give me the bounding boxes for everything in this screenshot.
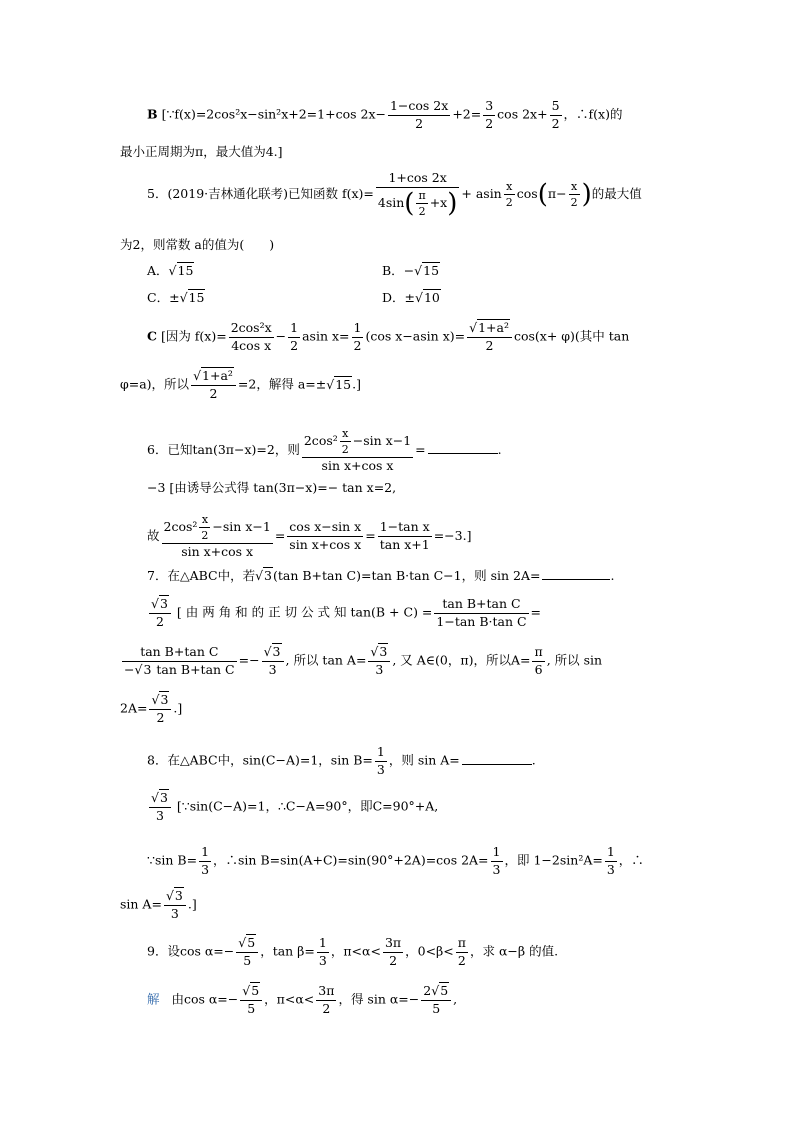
denominator: 2: [570, 195, 578, 209]
answer8-line3: [120, 890, 197, 920]
denominator: [376, 188, 460, 217]
text: ，得 sin α=−: [338, 991, 420, 1007]
text: −: [403, 263, 415, 278]
fraction: [421, 985, 451, 1015]
numerator: [162, 514, 273, 544]
text: 5．(2019·吉林通化联考)已知函数 f(x)=: [147, 185, 374, 201]
radicand: 3: [159, 790, 168, 805]
text: ，0<β<: [405, 943, 454, 959]
sqrt: √15: [168, 263, 194, 278]
paren: (: [537, 179, 548, 210]
text: asin x=: [302, 328, 350, 344]
denominator: 3: [268, 661, 277, 677]
numerator: [149, 792, 171, 808]
sqrt: √15: [179, 290, 205, 305]
fraction: [388, 100, 450, 130]
q6-line: [147, 428, 502, 473]
numerator: tan B+tan C: [122, 646, 237, 662]
answer4-line2: 最小正周期为π，最大值为4.]: [120, 144, 283, 159]
fraction: [316, 985, 336, 1015]
fraction: [302, 428, 413, 473]
answer7-line2: [120, 646, 602, 676]
answer-blank[interactable]: [542, 579, 610, 580]
radicand: 1+a²: [478, 320, 509, 335]
text: 6．已知tan(3π−x)=2，则: [147, 441, 300, 457]
answer7-line1: [147, 598, 541, 628]
text: −: [275, 328, 287, 344]
fraction: [605, 846, 617, 876]
radicand: 1+a²: [202, 368, 233, 383]
numerator: 1+cos 2x: [376, 172, 460, 188]
denominator: 2: [457, 952, 466, 968]
numerator: 1: [491, 846, 503, 862]
solution9-line: [147, 985, 457, 1015]
answer4-line1: [147, 100, 622, 130]
q5-option-a: [147, 265, 194, 278]
text: cos 2x+: [497, 106, 548, 122]
q5-line1: [147, 172, 642, 217]
answer6-line2: [147, 514, 471, 559]
fraction: [340, 428, 351, 455]
option-label: D．: [382, 290, 405, 305]
sqrt: √3: [165, 888, 183, 903]
fraction: [550, 100, 562, 130]
text: −sin x−1: [352, 433, 412, 448]
text: −sin x−1: [212, 519, 271, 534]
sqrt: √3: [151, 692, 169, 707]
numerator: [236, 937, 258, 953]
numerator: tan B+tan C: [434, 598, 528, 614]
fraction: [504, 181, 515, 208]
denominator: sin x+cos x: [321, 458, 394, 473]
sqrt: √1+a²: [193, 368, 233, 383]
radicand: 15: [423, 263, 440, 278]
fraction: [368, 646, 390, 676]
fraction: [317, 937, 329, 967]
text: [因为 f(x)=: [160, 328, 227, 344]
fraction: [236, 937, 258, 967]
text: [∵sin(C−A)=1，∴C−A=90°，即C=90°+A,: [176, 798, 439, 814]
denominator: 2: [155, 613, 164, 629]
denominator: 3: [606, 861, 615, 877]
fraction: [434, 598, 528, 628]
fraction: [149, 694, 171, 724]
text: ±: [404, 290, 416, 305]
sqrt: √5: [238, 935, 256, 950]
numerator: x: [340, 428, 351, 442]
text: [ 由 两 角 和 的 正 切 公 式 知 tan(B + C) =: [176, 604, 433, 620]
fraction: [229, 322, 274, 352]
denominator: 2: [341, 443, 349, 456]
text: 9．设cos α=−: [147, 943, 235, 959]
text: (cos x−asin x)=: [365, 328, 466, 344]
text: ，∴f(x)的: [563, 106, 623, 122]
denominator: 3: [376, 761, 385, 777]
answer-blank[interactable]: [462, 764, 532, 765]
denominator: 4cos x: [231, 337, 272, 353]
fraction: [532, 646, 544, 676]
text: =: [274, 527, 286, 543]
text: π−: [547, 185, 567, 201]
text: 4sin: [377, 194, 405, 210]
text: 7．在△ABC中，若: [147, 568, 256, 583]
text: ±: [169, 290, 180, 305]
denominator: 2: [353, 337, 362, 353]
answer6-line1: −3 [由诱导公式得 tan(3π−x)=− tan x=2,: [147, 480, 397, 495]
denominator: 6: [534, 661, 543, 677]
text: =: [530, 604, 542, 620]
text: .]: [352, 376, 361, 392]
denominator: 3: [492, 861, 501, 877]
radicand: 3: [264, 568, 272, 583]
denominator: 3: [375, 661, 384, 677]
text: 8．在△ABC中，sin(C−A)=1，sin B=: [147, 752, 373, 768]
text: 2cos²: [303, 433, 338, 448]
text: , 所以 sin: [546, 652, 603, 668]
paren: ): [447, 188, 458, 218]
fraction: [240, 985, 262, 1015]
q5-option-c: [147, 292, 205, 305]
numerator: 1: [317, 937, 329, 953]
text: =−: [238, 652, 260, 668]
denominator: 5: [247, 1000, 256, 1016]
text: .: [497, 441, 502, 457]
denominator: 2: [418, 204, 426, 218]
numerator: π: [532, 646, 544, 662]
denominator: 2: [156, 709, 165, 725]
fraction: [149, 792, 171, 822]
q9-line: [147, 937, 558, 967]
fraction: [122, 646, 237, 676]
fraction: [416, 190, 427, 217]
fraction: [199, 846, 211, 876]
text: tan B+tan C: [156, 661, 235, 677]
numerator: π: [456, 937, 468, 953]
text: cos(x+ φ)(其中 tan: [513, 328, 630, 344]
sqrt: √3: [370, 644, 388, 659]
text: +x: [429, 194, 448, 210]
sqrt: √10: [415, 290, 440, 305]
sqrt: √5: [242, 983, 260, 998]
denominator: 3: [201, 861, 210, 877]
denominator: sin x+cos x: [181, 544, 254, 559]
denominator: tan x+1: [379, 536, 430, 552]
fraction: [288, 322, 300, 352]
q8-line: [147, 746, 536, 776]
numerator: 1: [375, 746, 387, 762]
answer-label: C: [147, 328, 157, 344]
text: ，∴: [618, 852, 644, 868]
fraction: [262, 646, 284, 676]
text: =: [365, 527, 376, 543]
numerator: 1: [199, 846, 211, 862]
answer5-line2: [120, 370, 361, 400]
fraction: [483, 100, 495, 130]
text: ，π<α<: [264, 991, 315, 1007]
denominator: 3: [318, 952, 327, 968]
sqrt: √5: [431, 983, 449, 998]
denominator: 2: [290, 337, 299, 353]
fraction: [199, 514, 210, 541]
fraction: [375, 746, 387, 776]
denominator: 2: [485, 115, 494, 131]
text: 由cos α=−: [171, 991, 239, 1007]
q5-line2: 为2，则常数 a的值为( ): [120, 237, 275, 252]
sqrt: √15: [414, 263, 440, 278]
sqrt: √3: [134, 661, 152, 677]
radicand: 15: [188, 290, 205, 305]
numerator: 3: [483, 100, 495, 116]
option-label: C．: [147, 290, 170, 305]
numerator: [467, 322, 512, 338]
denominator: 3: [170, 905, 179, 921]
text: , 又 A∈(0，π)，所以A=: [392, 652, 531, 668]
numerator: 1−tan x: [378, 521, 432, 537]
sqrt: √3: [151, 596, 168, 611]
numerator: x: [199, 514, 210, 528]
denominator: 1−tan B·tan C: [436, 613, 527, 629]
text: 2: [423, 983, 432, 998]
fraction: [378, 521, 432, 551]
sqrt: √3: [263, 644, 281, 659]
radicand: 5: [247, 935, 256, 950]
fraction: [149, 598, 171, 628]
denominator: 5: [243, 952, 252, 968]
answer5-line1: [147, 322, 629, 352]
numerator: [302, 428, 413, 458]
numerator: 1−cos 2x: [388, 100, 450, 116]
text: cos: [516, 185, 538, 201]
numerator: 1: [605, 846, 617, 862]
numerator: x: [504, 181, 515, 195]
text: 的最大值: [591, 185, 642, 201]
numerator: 3π: [316, 985, 336, 1001]
denominator: 2: [209, 385, 218, 401]
text: 故: [147, 527, 160, 543]
paren: ): [581, 179, 592, 210]
text: ，求 α−β 的值.: [469, 943, 559, 959]
text: ,: [453, 991, 458, 1007]
text: =−3.]: [433, 527, 472, 543]
denominator: 2: [551, 115, 560, 131]
fraction: [569, 181, 580, 208]
numerator: 1: [288, 322, 300, 338]
text: ，tan β=: [260, 943, 315, 959]
text: φ=a)，所以: [120, 376, 190, 392]
radicand: 10: [423, 290, 440, 305]
text: =: [415, 441, 426, 457]
numerator: 5: [550, 100, 562, 116]
text: ，∴sin B=sin(A+C)=sin(90°+2A)=cos 2A=: [213, 852, 489, 868]
fraction: [491, 846, 503, 876]
fraction: [164, 890, 186, 920]
paren: (: [404, 188, 415, 218]
radicand: 3: [160, 692, 169, 707]
text: (tan B+tan C)=tan B·tan C−1，则 sin 2A=: [273, 568, 541, 583]
text: .]: [187, 896, 197, 912]
numerator: [149, 694, 171, 710]
sqrt: √3: [151, 790, 168, 805]
numerator: [262, 646, 284, 662]
text: +2=: [452, 106, 482, 122]
fraction: [383, 937, 403, 967]
q7-line: [147, 570, 614, 583]
text: .: [531, 752, 536, 768]
text: ，则 sin A=: [388, 752, 460, 768]
denominator: 3: [155, 807, 164, 823]
radicand: 15: [177, 263, 194, 278]
radicand: 3: [159, 596, 168, 611]
option-label: B．: [382, 263, 404, 278]
solution-label: 解: [147, 991, 160, 1007]
denominator: 5: [432, 1000, 441, 1016]
denominator: 2: [389, 952, 398, 968]
option-label: A．: [147, 263, 169, 278]
sqrt: √1+a²: [469, 320, 509, 335]
radicand: 5: [440, 983, 449, 998]
q5-option-d: [382, 292, 441, 305]
answer-label: B: [147, 106, 158, 122]
numerator: [421, 985, 451, 1001]
radicand: 3: [272, 644, 281, 659]
text: , 所以 tan A=: [285, 652, 367, 668]
numerator: [240, 985, 262, 1001]
q5-option-b: [382, 265, 440, 278]
sqrt: √3: [255, 568, 272, 583]
fraction: [191, 370, 236, 400]
numerator: [164, 890, 186, 906]
denominator: sin x+cos x: [289, 536, 362, 552]
radicand: 3: [143, 661, 152, 677]
text: =2，解得 a=±: [237, 376, 327, 392]
text: ，即 1−2sin²A=: [504, 852, 603, 868]
fraction: [467, 322, 512, 352]
fraction: [287, 521, 363, 551]
radicand: 3: [379, 644, 388, 659]
fraction: [162, 514, 273, 559]
denominator: 2: [201, 529, 209, 542]
sqrt: √15: [326, 376, 352, 392]
numerator: cos x−sin x: [287, 521, 363, 537]
text: .: [610, 568, 615, 583]
text: sin A=: [120, 896, 162, 912]
denominator: 2: [415, 115, 424, 131]
numerator: π: [418, 188, 426, 202]
denominator: [122, 662, 237, 677]
denominator: 2: [485, 337, 494, 353]
text: .]: [173, 700, 183, 716]
answer8-line1: [147, 792, 438, 822]
numerator: [368, 646, 390, 662]
answer8-line2: [147, 846, 644, 876]
numerator: 3π: [383, 937, 403, 953]
text: 2A=: [120, 700, 148, 716]
radicand: 5: [251, 983, 260, 998]
fraction: [456, 937, 468, 967]
text: −: [124, 661, 135, 677]
denominator: 2: [505, 195, 513, 209]
numerator: [191, 370, 236, 386]
denominator: 2: [322, 1000, 331, 1016]
fraction: [352, 322, 364, 352]
numerator: 2cos²x: [229, 322, 274, 338]
numerator: x: [569, 181, 580, 195]
text: 2cos²: [163, 519, 198, 534]
answer7-line3: [120, 694, 182, 724]
text: ，π<α<: [330, 943, 381, 959]
radicand: 3: [174, 888, 183, 903]
text: + asin: [461, 185, 502, 201]
answer-blank[interactable]: [428, 453, 498, 454]
radicand: 15: [335, 376, 352, 392]
numerator: [149, 598, 171, 614]
numerator: 1: [352, 322, 364, 338]
text: [∵f(x)=2cos²x−sin²x+2=1+cos 2x−: [161, 106, 386, 122]
fraction: [376, 172, 460, 217]
text: ∵sin B=: [147, 852, 198, 868]
